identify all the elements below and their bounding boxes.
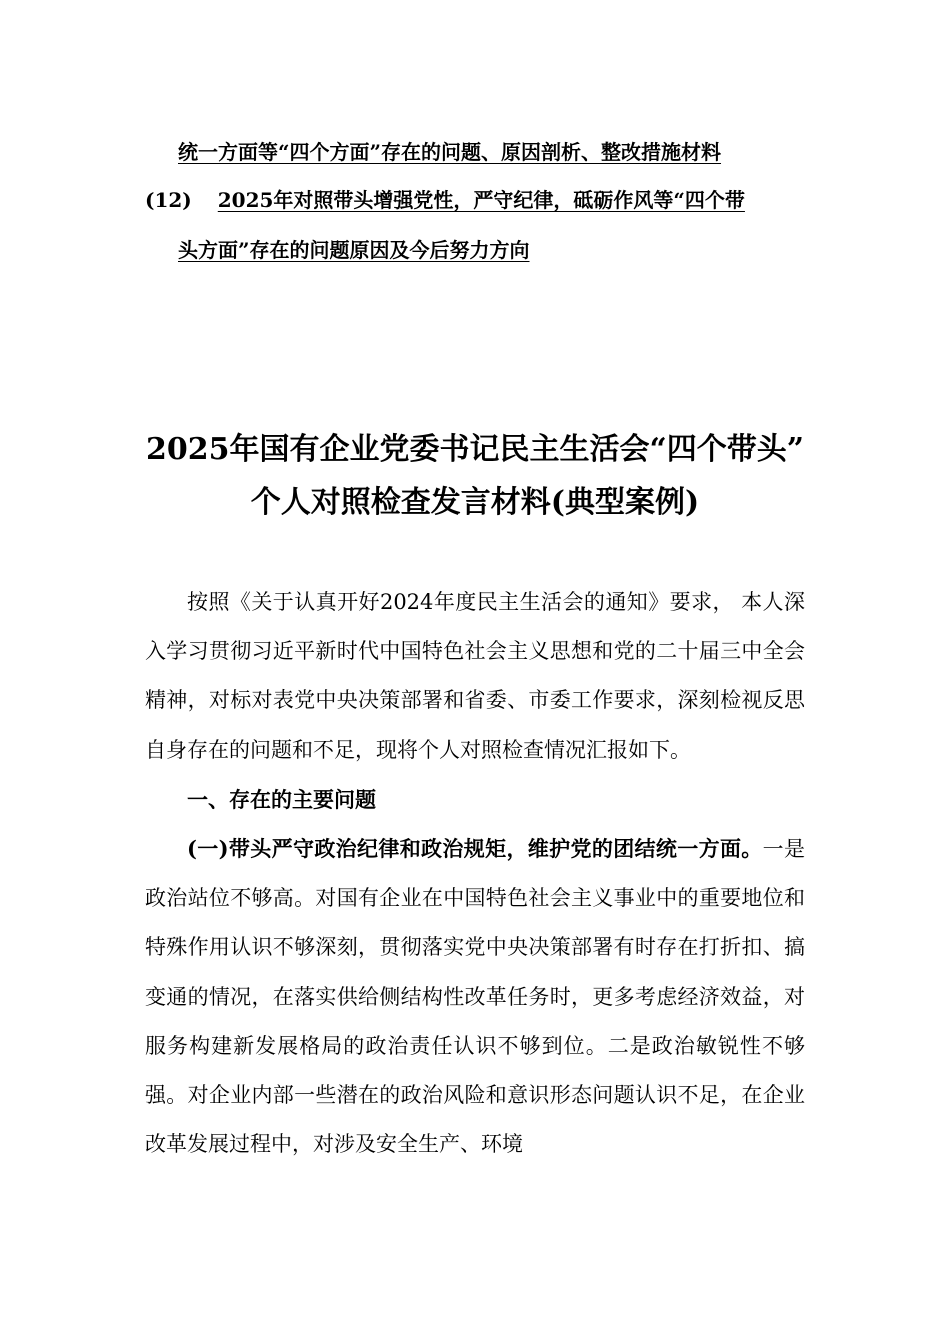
toc-entry-12-continued[interactable]: [178, 236, 530, 264]
document-body: [145, 578, 805, 1169]
subsection-text: 一是政治站位不够高。对国有企业在中国特色社会主义事业中的重要地位和特殊作用认识不够深刻，贯彻落实党中央决策部署有时存在打折扣、搞变通的情况，在落实供给侧结构性改革任务时，更多考虑经济效益，对服务构建新发展格局的政治责任认识不够到位。二是政治敏锐性不够强。对企业内部一些潜在的政治风险和意识形态问题认识不足，在企业改革发展过程中，对涉及安全生产、环境: [145, 837, 806, 1157]
toc-entry-continued[interactable]: [178, 138, 721, 166]
toc-entry-12[interactable]: [145, 186, 745, 214]
subsection-paragraph: [145, 824, 805, 1169]
document-title-line-1: 2025年国有企业党委书记民主生活会“四个带头”: [145, 432, 804, 467]
intro-paragraph: 按照《关于认真开好2024年度民主生活会的通知》要求， 本人深入学习贯彻习近平新时代中国特色社会主义思想和党的二十届三中全会精神，对标对表党中央决策部署和省委、市委工作要求，深刻检视反思自身存在的问题和不足，现将个人对照检查情况汇报如下。: [145, 590, 805, 762]
section-heading: 一、存在的主要问题: [187, 786, 376, 812]
subsection-heading: (一)带头严守政治纪律和政治规矩，维护党的团结统一方面。: [187, 836, 763, 862]
toc-entry-number: (12): [145, 188, 192, 212]
toc-link-text[interactable]: 头方面”存在的问题原因及今后努力方向: [178, 238, 530, 262]
document-title-line-2: 个人对照检查发言材料(典型案例): [250, 485, 700, 520]
toc-link-text[interactable]: 2025年对照带头增强党性，严守纪律，砥砺作风等“四个带: [217, 188, 745, 212]
toc-link-text[interactable]: 统一方面等“四个方面”存在的问题、原因剖析、整改措施材料: [178, 140, 722, 164]
